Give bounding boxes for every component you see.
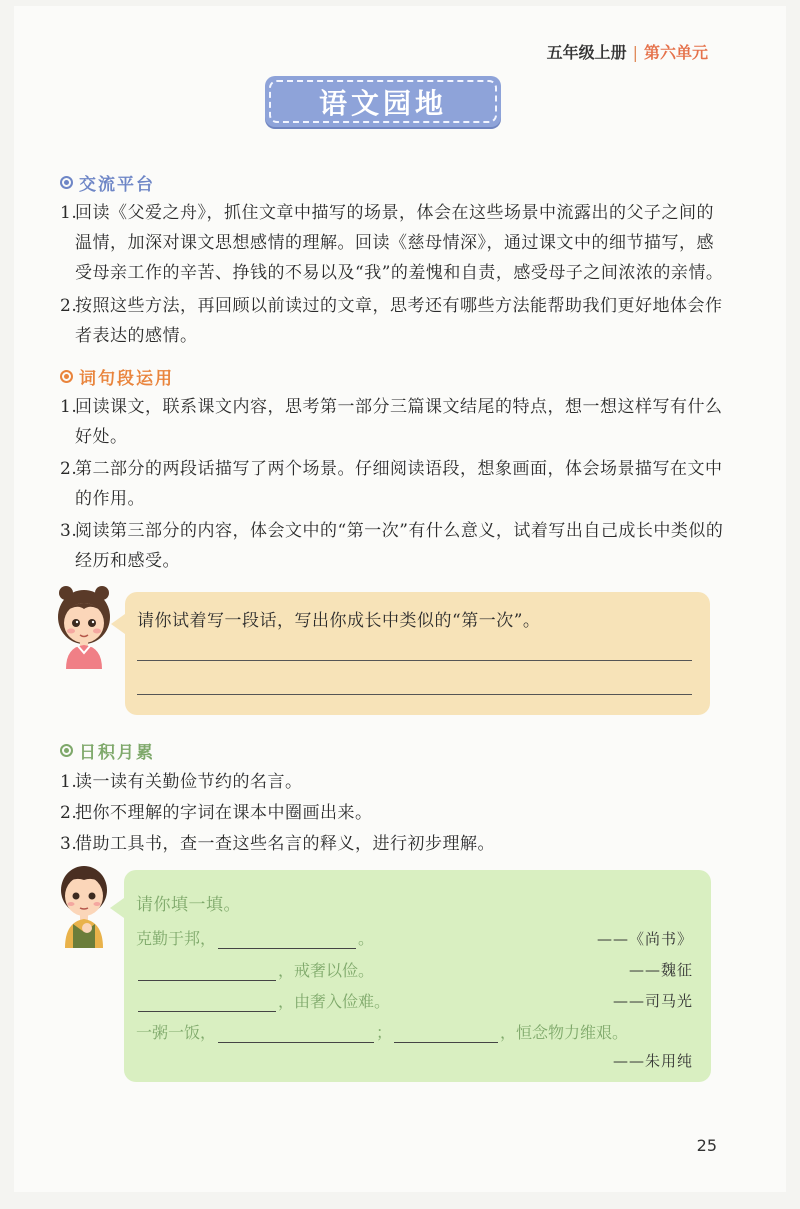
writing-prompt-bubble [125,592,710,715]
list-item [60,767,730,797]
item-number: 3. [60,834,78,854]
item-number: 2. [60,459,78,479]
blank-field[interactable] [218,931,356,949]
quote-source: ——魏征 [628,961,693,979]
quote-text: ； [376,1023,393,1042]
writing-prompt-text: 请你试着写一段话，写出你成长中类似的“第一次”。 [137,611,541,631]
fill-row [136,926,374,949]
item-text: 读一读有关勤俭节约的名言。 [75,772,303,792]
grade-label: 五年级上册 [546,43,627,62]
writing-line[interactable] [137,694,692,695]
list-item [60,798,730,828]
page-header [547,40,708,63]
item-text: 第二部分的两段话描写了两个场景。仔细阅读语段，想象画面，体会场景描写在文中的作用。 [75,459,723,509]
title-banner [265,76,501,127]
item-number: 1. [60,397,78,417]
list-item [60,291,730,351]
section-heading-text: 日积月累 [79,743,155,763]
boy-avatar-icon [55,862,113,950]
fill-row [136,958,374,981]
blank-field[interactable] [138,963,276,981]
unit-label: 第六单元 [643,43,708,62]
quote-text: ，恒念物力维艰。 [500,1023,629,1042]
item-text: 按照这些方法，再回顾以前读过的文章，思考还有哪些方法能帮助我们更好地体会作者表达的感情。 [75,296,723,346]
quote-text: ，由奢入俭难。 [278,992,391,1011]
section-heading-accumulate [60,738,155,763]
item-number: 1. [60,772,78,792]
list-item [60,198,730,288]
girl-avatar-icon [52,583,116,671]
list-item [60,516,730,576]
list-item [60,454,730,514]
item-text: 阅读第三部分的内容，体会文中的“第一次”有什么意义，试着写出自己成长中类似的经历和感受。 [75,521,724,571]
section-heading-words [60,364,174,389]
item-number: 3. [60,521,78,541]
circle-bullet-icon [60,176,73,189]
writing-line[interactable] [137,660,692,661]
section-heading-text: 词句段运用 [79,369,174,389]
item-number: 1. [60,203,78,223]
item-number: 2. [60,296,78,316]
fill-row [136,989,390,1012]
section-heading-exchange [60,170,155,195]
section-heading-text: 交流平台 [79,175,155,195]
fill-in-bubble [124,870,711,1082]
circle-bullet-icon [60,744,73,757]
list-item [60,392,730,452]
page-number: 25 [696,1136,717,1155]
item-text: 回读课文，联系课文内容，思考第一部分三篇课文结尾的特点，想一想这样写有什么好处。 [75,397,723,447]
quote-text: 克勤于邦， [136,929,217,948]
item-text: 把你不理解的字词在课本中圈画出来。 [75,803,373,823]
page-title: 语文园地 [269,80,497,123]
list-item [60,829,730,859]
fill-prompt-text: 请你填一填。 [136,895,241,915]
fill-row [136,1020,628,1043]
quote-text: 一粥一饭， [136,1023,217,1042]
item-text: 回读《父爱之舟》，抓住文章中描写的场景，体会在这些场景中流露出的父子之间的温情，加深对课文思想感情的理解。回读《慈母情深》，通过课文中的细节描写，感受母亲工作的辛苦、挣钱的不易以及“我”的羞愧和自责，感受母子之间浓浓的亲情。 [75,203,724,283]
circle-bullet-icon [60,370,73,383]
quote-source: ——《尚书》 [596,930,693,948]
item-number: 2. [60,803,78,823]
item-text: 借助工具书，查一查这些名言的释义，进行初步理解。 [75,834,495,854]
blank-field[interactable] [394,1025,498,1043]
blank-field[interactable] [218,1025,374,1043]
quote-source: ——朱用纯 [612,1052,693,1070]
quote-text: ，戒奢以俭。 [278,961,375,980]
quote-text: 。 [358,929,375,948]
blank-field[interactable] [138,994,276,1012]
header-separator: | [632,43,638,62]
quote-source: ——司马光 [612,992,693,1010]
